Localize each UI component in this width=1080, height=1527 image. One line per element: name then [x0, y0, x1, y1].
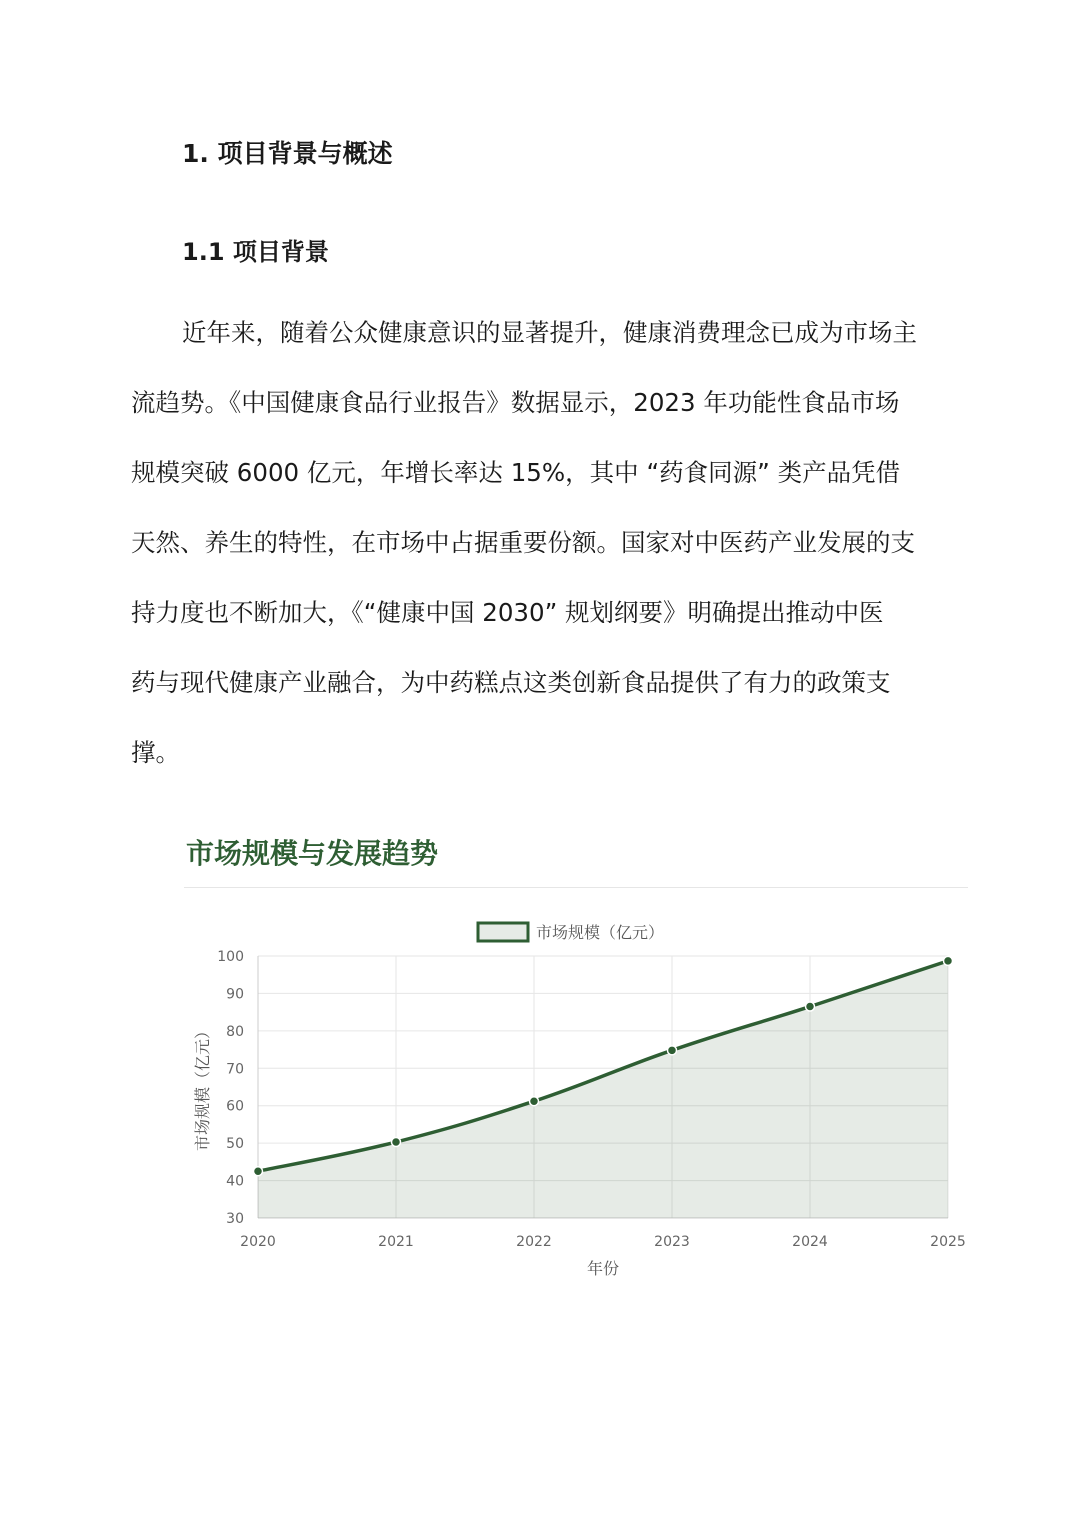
y-tick-label: 30	[226, 1211, 244, 1227]
y-axis-title: 市场规模（亿元）	[193, 1022, 212, 1152]
paragraph-line: 近年来，随着公众健康意识的显著提升，健康消费理念已成为市场主	[182, 318, 917, 347]
data-point	[392, 1138, 401, 1147]
paragraph-line: 撑。	[131, 738, 180, 767]
y-tick-label: 90	[226, 986, 244, 1003]
paragraph-line: 天然、养生的特性，在市场中占据重要份额。国家对中医药产业发展的支	[131, 528, 915, 557]
series-area	[258, 961, 948, 1218]
y-tick-label: 50	[226, 1136, 244, 1153]
y-tick-label: 70	[226, 1061, 244, 1078]
subsection-heading: 1.1 项目背景	[182, 238, 329, 266]
y-tick-label: 40	[226, 1173, 244, 1190]
paragraph-line: 持力度也不断加大，《“健康中国 2030” 规划纲要》明确提出推动中医	[131, 598, 884, 627]
legend-label: 市场规模（亿元）	[536, 923, 665, 942]
data-point	[668, 1046, 677, 1055]
y-tick-label: 100	[217, 949, 244, 965]
data-point	[806, 1002, 815, 1011]
background-paragraph	[131, 306, 947, 796]
data-point	[944, 956, 953, 965]
x-tick-label: 2021	[378, 1234, 414, 1250]
data-point	[254, 1167, 263, 1176]
y-tick-label: 80	[226, 1023, 244, 1040]
paragraph-line: 规模突破 6000 亿元，年增长率达 15%，其中 “药食同源” 类产品凭借	[131, 458, 901, 487]
legend-swatch	[478, 923, 528, 941]
x-axis-title: 年份	[586, 1259, 620, 1278]
x-tick-label: 2022	[516, 1234, 552, 1250]
data-point	[530, 1097, 539, 1106]
line-chart	[184, 826, 968, 1296]
chart-card	[184, 826, 968, 1296]
paragraph-line: 药与现代健康产业融合，为中药糕点这类创新食品提供了有力的政策支	[131, 668, 891, 697]
y-tick-label: 60	[226, 1098, 244, 1115]
x-tick-label: 2024	[792, 1234, 828, 1250]
x-tick-label: 2025	[930, 1234, 966, 1250]
x-tick-label: 2020	[240, 1234, 276, 1250]
section-heading: 1. 项目背景与概述	[182, 139, 393, 168]
paragraph-line: 流趋势。《中国健康食品行业报告》数据显示，2023 年功能性食品市场	[131, 388, 900, 417]
x-tick-label: 2023	[654, 1234, 690, 1250]
chart-card-title: 市场规模与发展趋势	[186, 837, 439, 870]
